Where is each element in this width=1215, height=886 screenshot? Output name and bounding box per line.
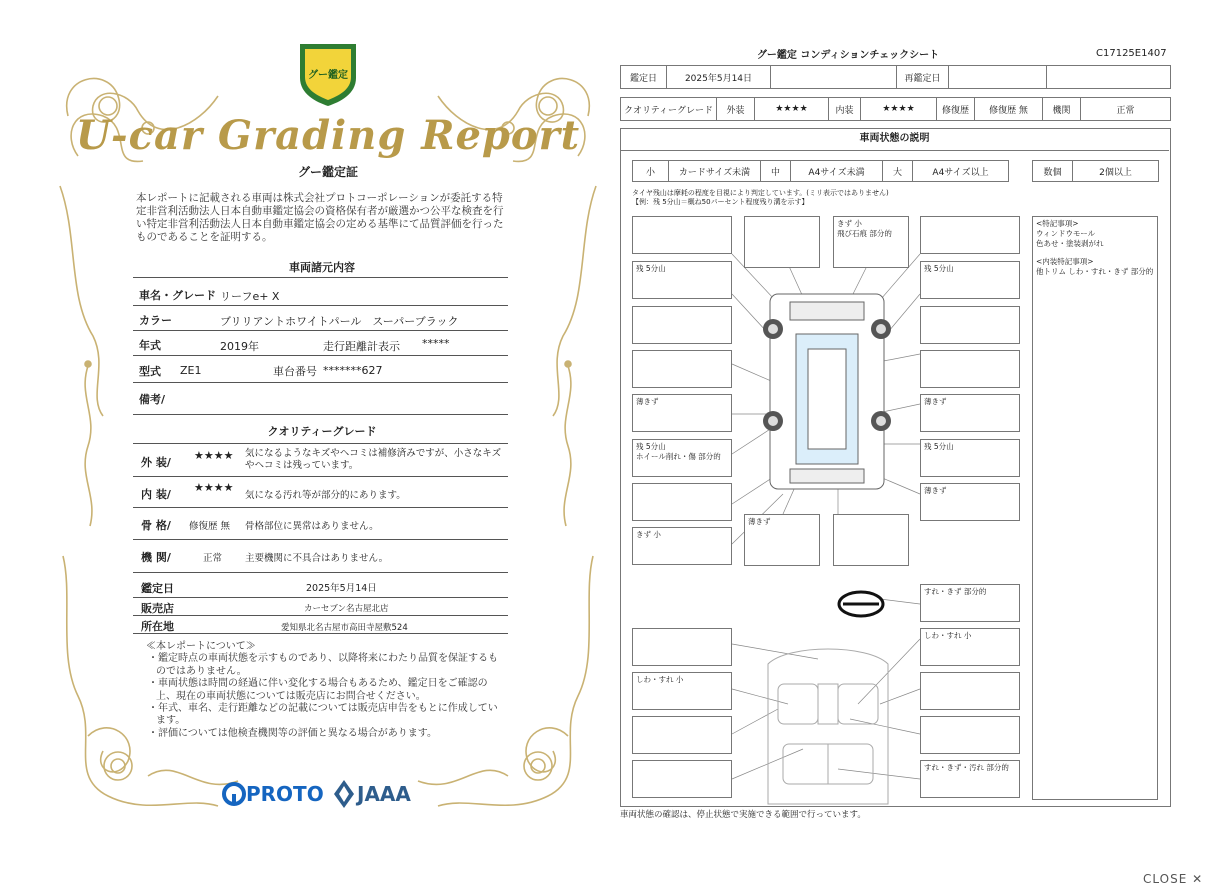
date-label: 鑑定日 bbox=[141, 582, 174, 595]
condition-box bbox=[920, 350, 1020, 388]
report-description: 本レポートに記載される車両は株式会社プロトコーポレーションが委託する特定非営利活動法人日本自動車鑑定協会の資格保有者が厳選かつ公平な検査を行い特定非営利活動法人日本自動車鑑定協会の定める基準にて品質評価を行ったものであることを証明する。 bbox=[136, 192, 504, 243]
model-label: 型式 bbox=[139, 365, 161, 378]
note-item: ・年式、車名、走行距離などの記載については販売店申告をもとに作成しています。 bbox=[148, 703, 498, 727]
car-name-value: リーフe+ X bbox=[220, 290, 280, 303]
box-text: 薄きず bbox=[636, 397, 659, 406]
condition-box bbox=[632, 760, 732, 798]
condition-check-sheet bbox=[618, 44, 1174, 824]
location-label: 所在地 bbox=[141, 620, 174, 633]
divider bbox=[133, 277, 508, 278]
legend-small-desc: カードサイズ未満 bbox=[669, 161, 761, 182]
chassis-value: *******627 bbox=[323, 364, 383, 377]
interior-label: 内 装/ bbox=[141, 488, 171, 501]
condition-box bbox=[632, 261, 732, 299]
interior-text: 気になる汚れ等が部分的にあります。 bbox=[245, 490, 406, 501]
close-button[interactable] bbox=[1143, 872, 1203, 886]
spec-heading: 車両諸元内容 bbox=[289, 261, 355, 274]
condition-box bbox=[920, 672, 1020, 710]
divider bbox=[133, 633, 508, 634]
condition-box bbox=[833, 514, 909, 566]
color-value: ブリリアントホワイトパール スーパーブラック bbox=[220, 315, 459, 328]
remarks-label: 備考/ bbox=[139, 393, 166, 406]
exterior-text: 気になるようなキズやヘコミは補修済みですが、小さなキズやヘコミは残っています。 bbox=[245, 448, 502, 471]
sheet-footnote: 車両状態の確認は、停止状態で実施できる範囲で行っています。 bbox=[620, 810, 866, 820]
ext-label: 外装 bbox=[717, 98, 755, 121]
special-heading: <特記事項> bbox=[1036, 219, 1079, 228]
box-text: しわ・すれ 小 bbox=[924, 631, 972, 640]
condition-box bbox=[920, 306, 1020, 344]
legend-count-desc: 2個以上 bbox=[1073, 161, 1159, 182]
exterior-stars: ★★★★ bbox=[194, 449, 234, 462]
box-text: しわ・すれ 小 bbox=[636, 675, 684, 684]
divider bbox=[133, 539, 508, 540]
quality-label: クオリティーグレード bbox=[621, 98, 717, 121]
dealer-label: 販売店 bbox=[141, 602, 174, 615]
frame-value: 修復歴 無 bbox=[189, 521, 231, 532]
model-value: ZE1 bbox=[180, 364, 202, 377]
ext-stars: ★★★★ bbox=[755, 98, 829, 121]
special-item: ウィンドウモール bbox=[1036, 229, 1096, 238]
repair-label: 修復歴 bbox=[937, 98, 975, 121]
box-text: 残 5分山 bbox=[636, 442, 666, 451]
special-item: 他トリム しわ・すれ・きず 部分的 bbox=[1036, 267, 1154, 276]
condition-box bbox=[632, 716, 732, 754]
divider bbox=[133, 355, 508, 356]
condition-box bbox=[632, 628, 732, 666]
condition-box bbox=[920, 628, 1020, 666]
location-value: 愛知県北名古屋市高田寺屋敷524 bbox=[281, 623, 408, 633]
note-item: ・評価については他検査機関等の評価と異なる場合があります。 bbox=[148, 727, 437, 739]
box-text: 残 5分山 bbox=[924, 264, 954, 273]
badge-label: グー鑑定 bbox=[308, 70, 348, 81]
condition-box bbox=[920, 261, 1020, 299]
condition-box bbox=[744, 216, 820, 268]
engine-value: 正常 bbox=[1081, 98, 1171, 121]
box-text: すれ・きず・汚れ 部分的 bbox=[924, 763, 1009, 772]
mileage-label: 走行距離計表示 bbox=[323, 340, 400, 353]
close-label: CLOSE bbox=[1143, 872, 1188, 886]
condition-box bbox=[632, 306, 732, 344]
engine-label: 機関 bbox=[1043, 98, 1081, 121]
legend-count: 数個 bbox=[1033, 161, 1073, 182]
divider bbox=[133, 330, 508, 331]
proto-logo: PROTO bbox=[246, 782, 324, 806]
box-text: すれ・きず 部分的 bbox=[924, 587, 987, 596]
box-text: きず 小 bbox=[837, 219, 862, 228]
color-label: カラー bbox=[139, 314, 172, 327]
divider bbox=[133, 476, 508, 477]
sheet-title: グー鑑定 コンディションチェックシート bbox=[756, 50, 940, 61]
jaaa-logo-icon bbox=[334, 780, 354, 808]
date-label: 鑑定日 bbox=[621, 66, 667, 89]
interior-stars: ★★★★ bbox=[194, 481, 234, 494]
condition-heading: 車両状態の説明 bbox=[620, 128, 1169, 151]
int-label: 内装 bbox=[829, 98, 861, 121]
condition-box bbox=[632, 483, 732, 521]
report-subtitle: グー鑑定証 bbox=[297, 165, 358, 179]
condition-box bbox=[744, 514, 820, 566]
grading-certificate bbox=[48, 36, 608, 826]
exterior-label: 外 装/ bbox=[141, 456, 171, 469]
frame-label: 骨 格/ bbox=[141, 519, 171, 532]
condition-box bbox=[920, 716, 1020, 754]
condition-box bbox=[632, 439, 732, 477]
note-item: ・鑑定時点の車両状態を示すものであり、以降将来にわたり品質を保証するものではありません。 bbox=[148, 653, 498, 677]
legend-small: 小 bbox=[633, 161, 669, 182]
date-value: 2025年5月14日 bbox=[667, 66, 771, 89]
box-text: 飛び石痕 部分的 bbox=[837, 229, 892, 238]
redate-label: 再鑑定日 bbox=[897, 66, 949, 89]
sheet-id: C17125E1407 bbox=[1096, 48, 1167, 59]
notes-heading: ≪本レポートについて≫ bbox=[146, 641, 256, 652]
grade-heading: クオリティーグレード bbox=[267, 425, 377, 438]
proto-logo-icon bbox=[222, 782, 246, 806]
close-icon: ✕ bbox=[1192, 872, 1204, 886]
jaaa-logo: JAAA bbox=[357, 782, 411, 806]
condition-box bbox=[632, 394, 732, 432]
box-text: 薄きず bbox=[748, 517, 771, 526]
steering-wheel-icon bbox=[839, 592, 883, 616]
condition-box bbox=[920, 216, 1020, 254]
divider bbox=[133, 305, 508, 306]
divider bbox=[133, 443, 508, 444]
engine-value: 正常 bbox=[203, 553, 223, 564]
condition-box bbox=[920, 483, 1020, 521]
note-item: ・車両状態は時間の経過に伴い変化する場合もあるため、鑑定日をご確認の上、現在の車両状態については販売店にお問合せください。 bbox=[148, 678, 488, 702]
legend-large-desc: A4サイズ以上 bbox=[913, 161, 1009, 182]
legend-medium: 中 bbox=[761, 161, 791, 182]
condition-box bbox=[632, 350, 732, 388]
condition-box bbox=[920, 439, 1020, 477]
box-text: 薄きず bbox=[924, 486, 947, 495]
box-text: 残 5分山 bbox=[636, 264, 666, 273]
box-text: 残 5分山 bbox=[924, 442, 954, 451]
divider bbox=[133, 615, 508, 616]
condition-box bbox=[833, 216, 909, 268]
tire-note-1: タイヤ残山は摩耗の程度を目視により判定しています。(ミリ表示ではありません) bbox=[632, 189, 889, 197]
tire-note-2: 【例：残 5分山＝概ね50パーセント程度残り溝を示す】 bbox=[632, 198, 809, 206]
mileage-value: ***** bbox=[422, 337, 450, 350]
condition-box bbox=[632, 216, 732, 254]
frame-text: 骨格部位に異常はありません。 bbox=[245, 521, 379, 532]
divider bbox=[133, 382, 508, 383]
date-value: 2025年5月14日 bbox=[306, 583, 377, 594]
divider bbox=[133, 597, 508, 598]
report-title: U-car Grading Report bbox=[75, 112, 581, 159]
interior-sketch bbox=[768, 649, 888, 804]
engine-text: 主要機関に不具合はありません。 bbox=[245, 553, 389, 564]
year-label: 年式 bbox=[139, 339, 161, 352]
box-text: 薄きず bbox=[924, 397, 947, 406]
divider bbox=[133, 572, 508, 573]
year-value: 2019年 bbox=[220, 340, 259, 353]
condition-box bbox=[632, 527, 732, 565]
special-notes-panel bbox=[1032, 216, 1158, 800]
chassis-label: 車台番号 bbox=[273, 365, 317, 378]
divider bbox=[133, 414, 508, 415]
condition-box bbox=[920, 760, 1020, 798]
repair-value: 修復歴 無 bbox=[975, 98, 1043, 121]
box-text: ホイール削れ・傷 部分的 bbox=[636, 452, 721, 461]
special-item: 色あせ・塗装剥がれ bbox=[1036, 239, 1104, 248]
box-text: きず 小 bbox=[636, 530, 661, 539]
report-notes bbox=[146, 641, 506, 740]
condition-box bbox=[920, 394, 1020, 432]
legend-large: 大 bbox=[883, 161, 913, 182]
engine-label: 機 関/ bbox=[141, 551, 171, 564]
int-stars: ★★★★ bbox=[861, 98, 937, 121]
condition-box bbox=[632, 672, 732, 710]
interior-special-heading: <内装特記事項> bbox=[1036, 257, 1094, 266]
legend-medium-desc: A4サイズ未満 bbox=[791, 161, 883, 182]
condition-box bbox=[920, 584, 1020, 622]
dealer-value: カーセブン名古屋北店 bbox=[304, 604, 389, 614]
car-name-label: 車名・グレード bbox=[139, 289, 216, 302]
divider bbox=[133, 507, 508, 508]
